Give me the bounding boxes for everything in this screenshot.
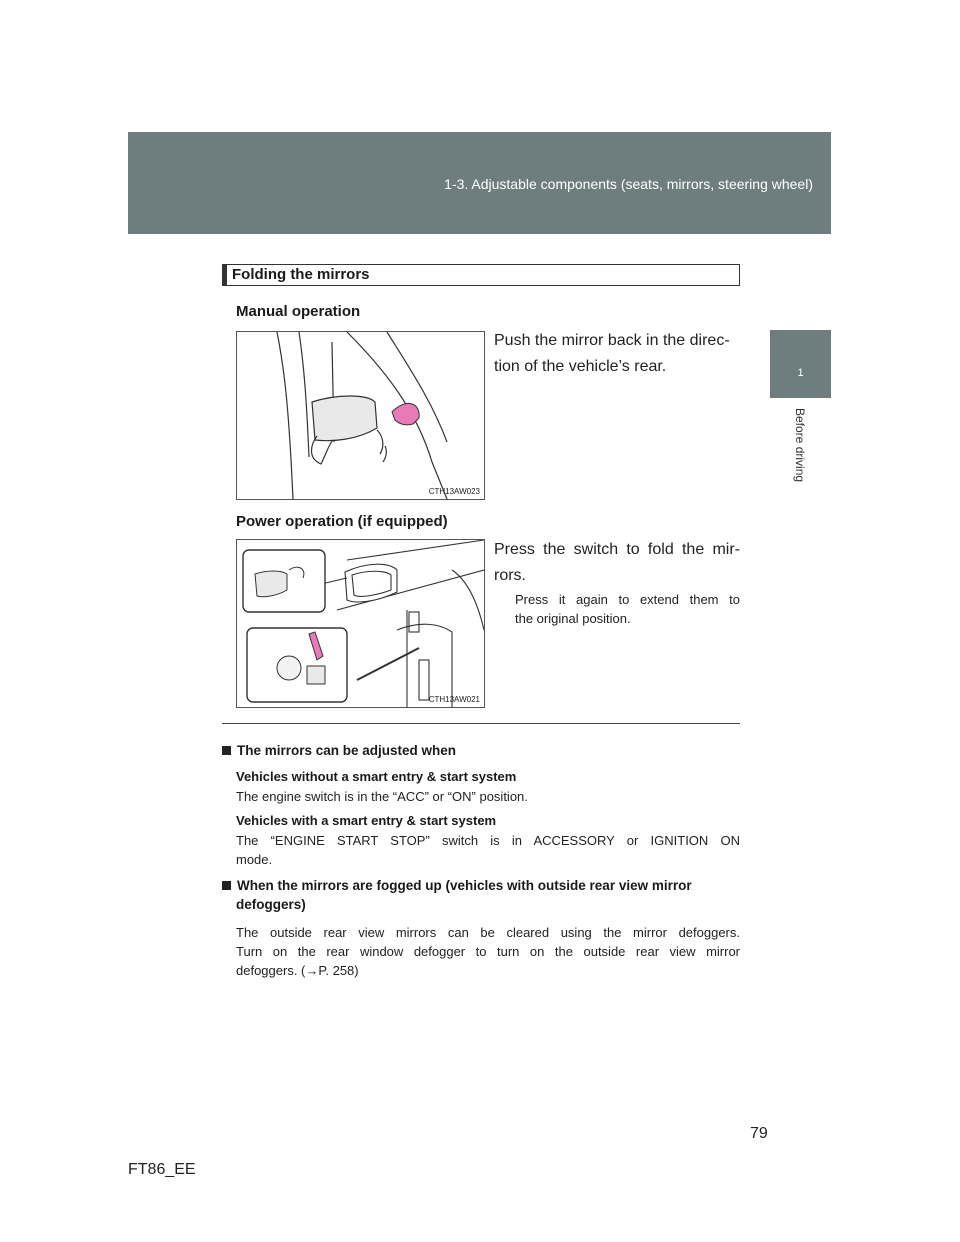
note-text-fogged-1: The outside rear view mirrors can be cleared using the mirror defoggers.: [236, 925, 740, 940]
section-title: Folding the mirrors: [222, 264, 740, 286]
note-text-without-smart-entry: The engine switch is in the “ACC” or “ON” position.: [236, 789, 528, 804]
chapter-tab-label: [750, 398, 850, 498]
note-heading-text: When the mirrors are fogged up (vehicles with outside rear view mirror: [237, 878, 692, 893]
power-switch-illustration: [237, 540, 484, 707]
power-operation-heading: Power operation (if equipped): [236, 513, 448, 530]
power-note-line-1: Press it again to extend them to: [515, 592, 740, 607]
manual-operation-heading: Manual operation: [236, 303, 361, 320]
page-number: 79: [750, 1125, 768, 1142]
note-text-fogged-2: Turn on the rear window defogger to turn on the outside rear view mirror: [236, 944, 740, 959]
power-note-line-2: the original position.: [515, 611, 631, 626]
note-text-with-smart-entry-1: The “ENGINE START STOP” switch is in ACCESSORY or IGNITION ON: [236, 833, 740, 848]
breadcrumb: 1-3. Adjustable components (seats, mirrors, steering wheel): [444, 176, 813, 192]
figure-code: CTH13AW021: [428, 695, 480, 704]
note-sub-with-smart-entry: Vehicles with a smart entry & start system: [236, 813, 497, 828]
mirror-fold-illustration: [237, 332, 484, 499]
section-divider: [222, 723, 740, 724]
manual-instruction-line-1: Push the mirror back in the direc-: [494, 332, 730, 349]
chapter-header: [128, 132, 831, 234]
power-instruction-line-1: Press the switch to fold the mir-: [494, 541, 740, 558]
chapter-tab-label-text: Before driving: [793, 408, 807, 483]
manual-fold-figure: [236, 331, 485, 500]
note-heading-fogged-2: defoggers): [236, 897, 306, 912]
rotate-arrow-icon: [392, 403, 419, 424]
note-heading-fogged: [222, 878, 692, 893]
note-sub-without-smart-entry: Vehicles without a smart entry & start system: [236, 769, 517, 784]
bullet-square-icon: [222, 746, 231, 755]
note-heading-text: The mirrors can be adjusted when: [237, 743, 457, 758]
manual-instruction-line-2: tion of the vehicle’s rear.: [494, 358, 667, 375]
note-text-with-smart-entry-2: mode.: [236, 852, 273, 867]
power-instruction-line-2: rors.: [494, 567, 526, 584]
note-heading-adjustable: [222, 743, 456, 758]
figure-code: CTH13AW023: [428, 487, 480, 496]
power-fold-figure: [236, 539, 485, 708]
document-code: FT86_EE: [128, 1161, 196, 1178]
chapter-tab-number: 1: [770, 330, 831, 398]
note-text-fogged-3: defoggers. (→P. 258): [236, 963, 359, 978]
bullet-square-icon: [222, 881, 231, 890]
